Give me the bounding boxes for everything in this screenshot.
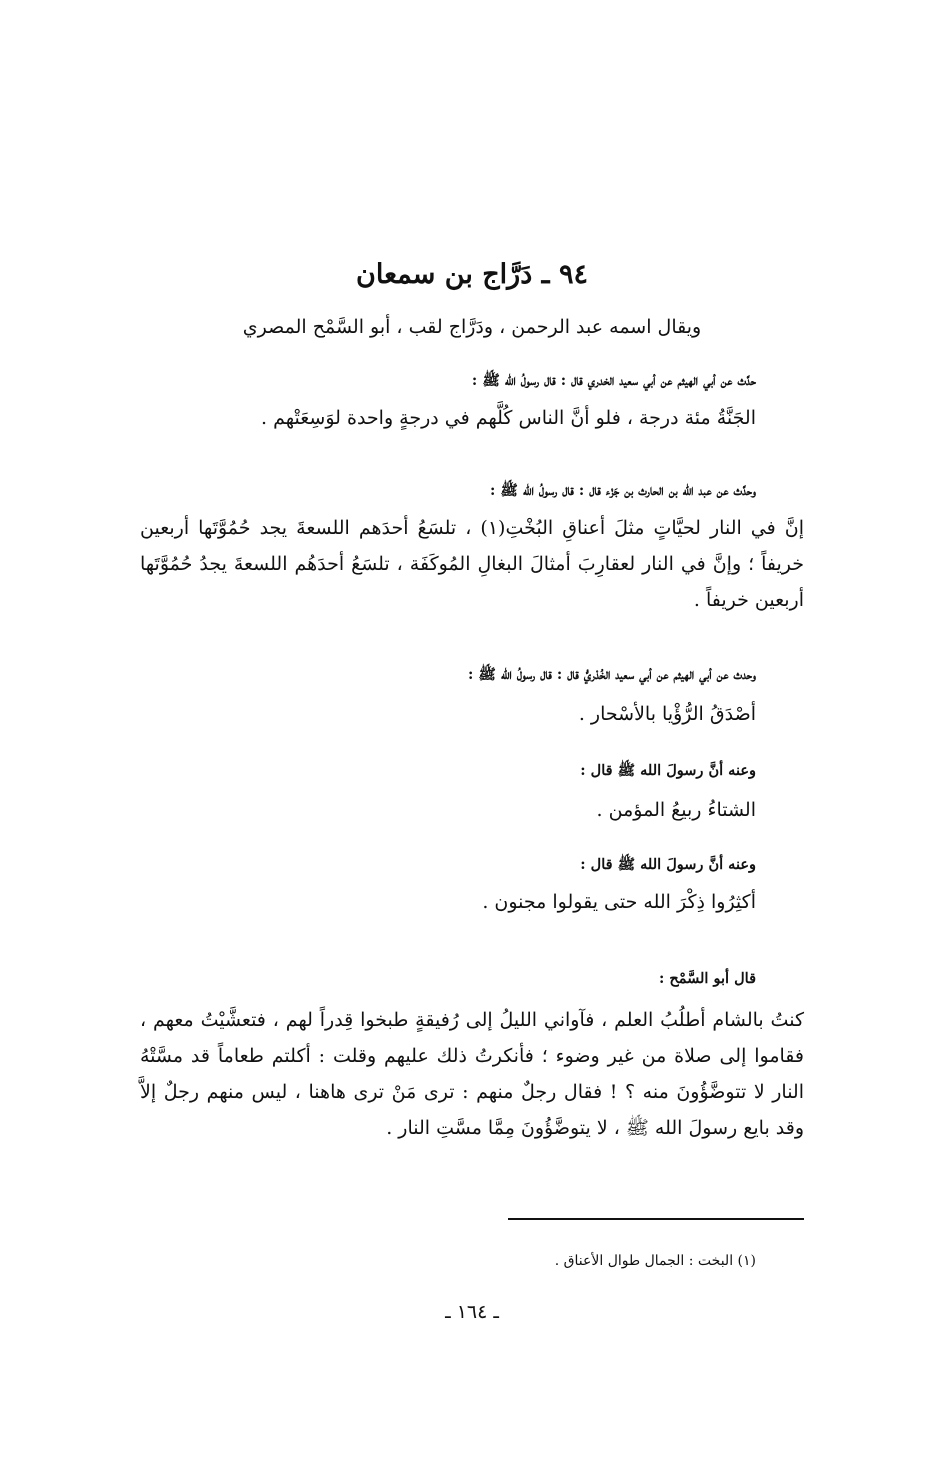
page-number: ـ ١٦٤ ـ (445, 1301, 499, 1323)
hadith-3-text: أصْدَقُ الرُّؤْيا بالأسْحار . (578, 703, 756, 725)
entry-subtitle: ويقال اسمه عبد الرحمن ، ودَرَّاج لقب ، أبو السَّمْح المصري (242, 316, 702, 338)
hadith-3-isnad: وحدث عن أبي الهيثم عن أبي سعيد الخُدْريُّ قال : قال رسولُ الله ﷺ : (467, 666, 756, 683)
hadith-5-text: أكثِرُوا ذِكْرَ الله حتى يقولوا مجنون . (482, 891, 756, 913)
narration-text: كنتُ بالشام أطلُبُ العلم ، فآواني الليلُ إلى رُفيقةٍ طبخوا قِدراً لهم ، فتعشَّيْتُ معهم ، فقاموا إلى صلاة من غير وضوء ؛ فأنكرتُ ذلك عليهم وقلت : أكلتم طعاماً قد مسَّتْهُ النار لا تتوضَّؤُونَ منه ؟ ! فقال رجلٌ منهم : ترى مَنْ ترى هاهنا ، ليس منهم رجلٌ إلاَّ وقد بايع رسولَ الله ﷺ ، لا يتوضَّؤُونَ مِمَّا مسَّتِ النار . (140, 1009, 804, 1139)
hadith-2-text: إنَّ في النار لحيَّاتٍ مثلَ أعناقِ البُخْتِ(١) ، تلسَعُ أحدَهم اللسعةَ يجد حُمُوَّتَها أربعين خريفاً ؛ وإنَّ في النار لعقارِبَ أمثالَ البغالِ المُوكَفَة ، تلسَعُ أحدَهُم اللسعةَ يجدُ حُمُوَّتَها أربعين خريفاً . (140, 517, 805, 611)
footnote-divider (508, 1218, 804, 1220)
footnote: (١) البخت : الجمال طوال الأعناق . (554, 1253, 756, 1269)
hadith-1-text: الجَنَّةُ مئة درجة ، فلو أنَّ الناس كُلَّهم في درجةٍ واحدة لوَسِعَتْهم . (261, 407, 756, 429)
entry-title: ٩٤ ـ دَرَّاج بن سمعان (356, 259, 588, 290)
hadith-2-isnad: وحدَّث عن عبد الله بن الحارث بن جَزْء قال : قال رسولُ الله ﷺ : (490, 482, 756, 499)
hadith-4-text: الشتاءُ ربيعُ المؤمن . (596, 799, 756, 821)
narration-heading: قال أبو السَّمْح : (658, 970, 756, 987)
hadith-4-isnad: وعنه أنَّ رسولَ الله ﷺ قال : (580, 762, 756, 779)
hadith-5-isnad: وعنه أنَّ رسولَ الله ﷺ قال : (580, 856, 756, 873)
hadith-1-isnad: حدَّث عن أبي الهيثم عن أبي سعيد الخدري قال : قال رسولُ الله ﷺ : (471, 372, 756, 389)
